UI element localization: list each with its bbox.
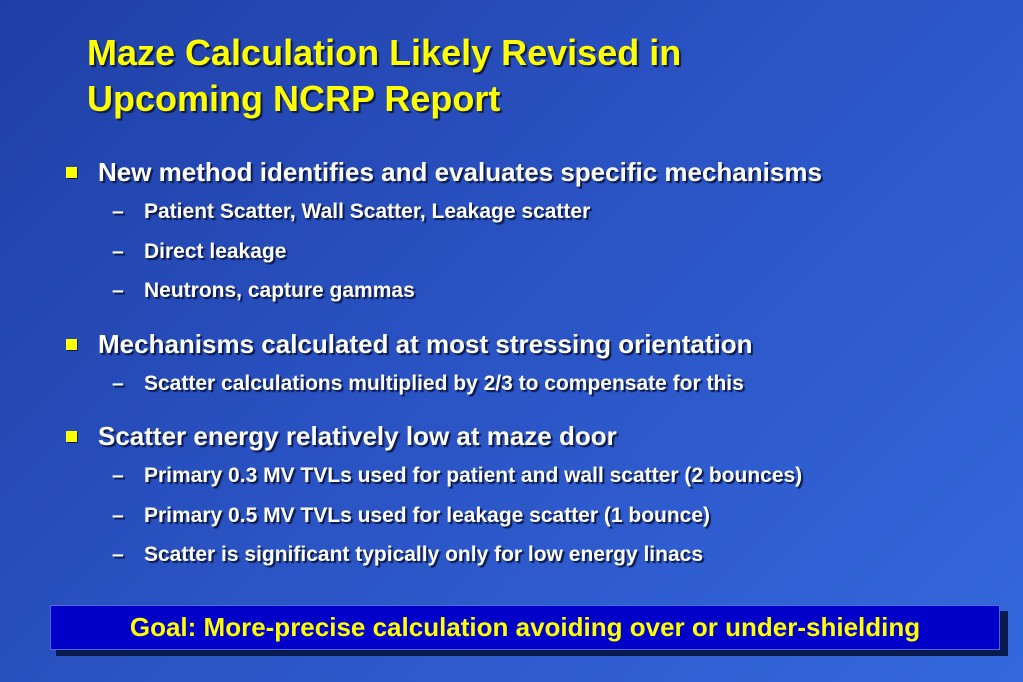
dash-marker: –: [112, 239, 124, 263]
bullet-group: [0, 324, 1023, 404]
sub-bullet-text: Patient Scatter, Wall Scatter, Leakage scatter: [144, 200, 591, 223]
sub-bullet-text: Scatter calculations multiplied by 2/3 to compensate for this: [144, 371, 744, 395]
bullet-group: [0, 152, 1023, 311]
sub-bullet-text: Primary 0.3 MV TVLs used for patient and wall scatter (2 bounces): [144, 464, 803, 487]
sub-bullet-item: [0, 271, 1023, 311]
bullet-list: [0, 152, 1023, 588]
bullet-text: Mechanisms calculated at most stressing orientation: [98, 328, 753, 359]
dash-marker: –: [112, 279, 124, 302]
sub-bullet-text: Neutrons, capture gammas: [144, 279, 415, 302]
square-bullet-icon: [66, 339, 77, 350]
bullet-text: New method identifies and evaluates specific mechanisms: [98, 157, 822, 187]
dash-marker: –: [112, 543, 124, 566]
square-bullet-icon: [66, 167, 77, 178]
slide-title-line: Upcoming NCRP Report: [87, 78, 501, 119]
sub-bullet-item: [0, 364, 1023, 404]
bullet-item: [0, 152, 1023, 192]
goal-box: Goal: More-precise calculation avoiding over or under-shielding: [50, 605, 1000, 650]
slide-title: [87, 30, 967, 122]
sub-bullet-text: Scatter is significant typically only for low energy linacs: [144, 543, 704, 566]
sub-bullet-text: Direct leakage: [144, 239, 287, 263]
sub-bullet-item: [0, 192, 1023, 232]
square-bullet-icon: [66, 431, 77, 442]
sub-bullet-text: Primary 0.5 MV TVLs used for leakage scatter (1 bounce): [144, 503, 711, 527]
bullet-text: Scatter energy relatively low at maze door: [98, 421, 617, 451]
bullet-item: [0, 324, 1023, 364]
bullet-item: [0, 416, 1023, 456]
bullet-group: [0, 416, 1023, 575]
dash-marker: –: [112, 464, 124, 487]
dash-marker: –: [112, 371, 124, 395]
sub-bullet-item: [0, 496, 1023, 536]
dash-marker: –: [112, 200, 124, 223]
dash-marker: –: [112, 503, 124, 527]
sub-bullet-item: [0, 232, 1023, 272]
sub-bullet-item: [0, 456, 1023, 496]
slide-title-line: Maze Calculation Likely Revised in: [87, 32, 682, 73]
sub-bullet-item: [0, 535, 1023, 575]
